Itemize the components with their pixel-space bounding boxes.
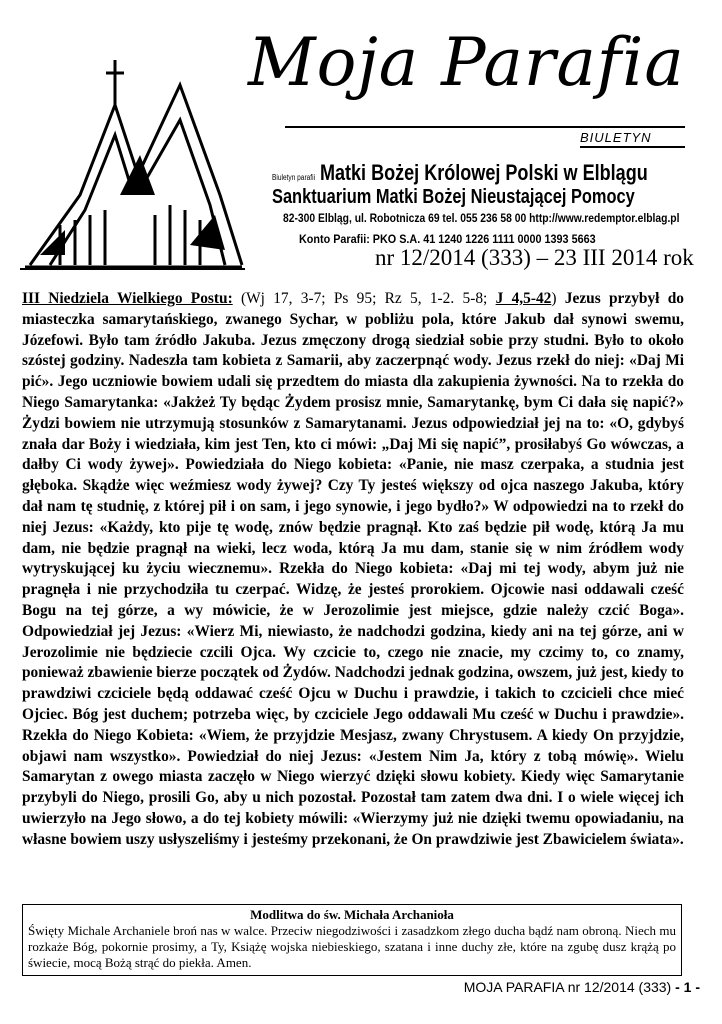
bulletin-title: Moja Parafia <box>248 24 685 101</box>
parish-name: Matki Bożej Królowej Polski w Elblągu <box>319 160 648 185</box>
article-lead: III Niedziela Wielkiego Postu: <box>22 290 233 307</box>
title-underline <box>285 126 685 128</box>
article-text: Jezus przybył do miasteczka samarytańskiego, zwanego Sychar, w pobliżu pola, które Jakub dał synowi swemu, Józefowi. Było tam źródło Jakuba. Jezus zmęczony drogą siedział sobie przy studni. Było to około szóstej godziny. Nadeszła tam kobieta z Samarii, aby zaczerpnąć wody. Jezus rzekł do niej: «Daj Mi pić». Jego uczniowie bowiem udali się przedtem do miasta dla zakupienia żywności. Na to rzekła do Niego Samarytanka: «Jakżeż Ty będąc Żydem prosisz mnie, Samarytankę, bym Ci dała się napić?» Żydzi bowiem nie utrzymują stosunków z Samarytanami. Jezus odpowiedział jej na to: «O, gdybyś znała dar Boży i wiedziała, kim jest Ten, kto ci mówi: „Daj Mi się napić”, prosiłabyś Go wówczas, a dałby Ci wody żywej». Powiedziała do Niego kobieta: «Panie, nie masz czerpaka, a studnia jest głęboka. Skądże więc weźmiesz wody żywej? Czy Ty jesteś większy od ojca naszego Jakuba, który dał nam tę studnię, z której pił i on sam, i jego synowie, i jego bydło?» W odpowiedzi na to rzekł do niej Jezus: «Każdy, kto pije tę wodę, znów będzie pragnął. Kto zaś będzie pił wodę, którą Ja mu dam, nie będzie pragnął na wieki, lecz woda, którą Ja mu dam, stanie się w nim źródłem wody wytryskującej ku życiu wiecznemu». Rzekła do Niego kobieta: «Daj mi tej wody, abym już nie pragnęła i nie przychodziła tu czerpać. Widzę, że jesteś prorokiem. Ojcowie nasi oddawali cześć Bogu na tej górze, a wy mówicie, że w Jerozolimie jest miejsce, gdzie należy czcić Boga». Odpowiedział jej Jezus: «Wierz Mi, niewiasto, że nadchodzi godzina, kiedy ani na tej górze, ani w Jerozolimie nie będziecie czcili Ojca. Wy czcicie to, czego nie znacie, my czcimy to, co znamy, ponieważ zbawienie bierze początek od Żydów. Nadchodzi jednak godzina, owszem, już jest, kiedy to prawdziwi czciciele będą oddawać cześć Ojcu w Duchu i prawdzie, i takich to czcicieli chce mieć Ojciec. Bóg jest duchem; potrzeba więc, by czciciele Jego oddawali Mu cześć w Duchu i prawdzie». Rzekła do Niego Kobieta: «Wiem, że przyjdzie Mesjasz, zwany Chrystusem. A kiedy On przyjdzie, objawi nam wszystko». Powiedział do niej Jezus: «Jestem Nim Ja, który z tobą mówię». Wielu Samarytan z owego miasta zaczęło w Niego wierzyć dzięki słowu kobiety. Kiedy więc Samarytanie przybyli do Niego, prosili Go, aby u nich pozostał. Pozostał tam zatem dwa dni. I o wiele więcej ich uwierzyło na Jego słowo, a do tej kobiety mówili: «Wierzymy już nie dzięki twemu opowiadaniu, na własne bowiem uszy usłyszeliśmy i jesteśmy przekonani, że On prawdziwie jest Zbawicielem świata». <box>22 290 684 848</box>
article-refs-end: ) <box>551 290 557 307</box>
prayer-text: Święty Michale Archaniele broń nas w walce. Przeciw niegodziwości i zasadzkom złego ducha bądź nam obroną. Niech mu rozkaże Bóg, pokornie prosimy, a Ty, Książę wojska niebieskiego, szatana i inne duchy złe, które na zgubę dusz krążą po świecie, mocą Bożą strąć do piekła. Amen. <box>28 923 676 970</box>
page-footer <box>464 979 700 995</box>
prayer-box <box>22 904 682 976</box>
prayer-title: Modlitwa do św. Michała Archanioła <box>250 907 454 922</box>
parish-line <box>272 160 648 186</box>
sanctuary-line: Sanktuarium Matki Bożej Nieustającej Pomocy <box>272 186 635 208</box>
subtitle-underline <box>580 146 685 148</box>
article-refs: (Wj 17, 3-7; Ps 95; Rz 5, 1-2. 5-8; <box>232 290 496 307</box>
account-line: Konto Parafii: PKO S.A. 41 1240 1226 1111 0000 1393 5663 <box>299 232 596 246</box>
bulletin-subtitle: BIULETYN <box>580 130 652 145</box>
address-line: 82-300 Elbląg, ul. Robotnicza 69 tel. 055 236 58 00 http://www.redemptor.elblag.pl <box>283 211 680 225</box>
gospel-reference: J 4,5-42 <box>495 290 552 307</box>
church-logo <box>20 45 245 270</box>
footer-text: MOJA PARAFIA nr 12/2014 (333) <box>463 979 672 995</box>
gospel-article <box>22 289 684 851</box>
page-number: - 1 - <box>675 979 700 995</box>
logo-underline <box>20 268 245 270</box>
issue-number: nr 12/2014 (333) – 23 III 2014 rok <box>375 245 694 270</box>
parish-prefix: Biuletyn parafii <box>272 173 316 182</box>
